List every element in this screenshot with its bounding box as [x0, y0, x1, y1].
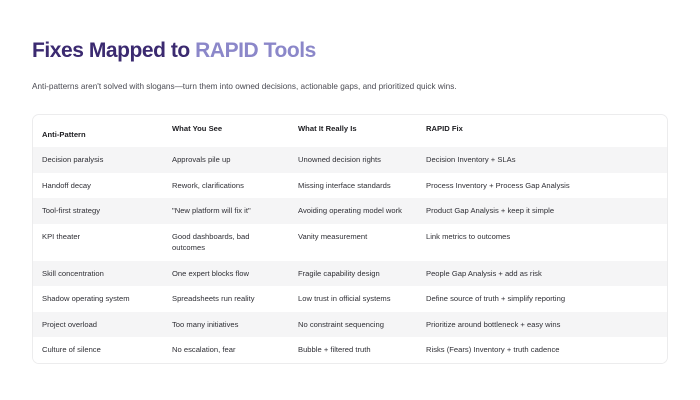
cell-anti-pattern: Skill concentration — [33, 261, 163, 287]
cell-what-you-see: Approvals pile up — [163, 147, 289, 173]
cell-what-it-really-is: No constraint sequencing — [289, 312, 417, 338]
cell-what-it-really-is: Missing interface standards — [289, 173, 417, 199]
cell-rapid-fix: Define source of truth + simplify reporting — [417, 286, 668, 312]
cell-rapid-fix: Process Inventory + Process Gap Analysis — [417, 173, 668, 199]
column-header-rapid-fix: RAPID Fix — [417, 115, 668, 147]
page-title — [32, 38, 668, 64]
table-row — [33, 261, 668, 287]
cell-anti-pattern: Shadow operating system — [33, 286, 163, 312]
cell-what-it-really-is: Fragile capability design — [289, 261, 417, 287]
mapping-table — [33, 115, 668, 363]
cell-rapid-fix: Decision Inventory + SLAs — [417, 147, 668, 173]
cell-what-you-see: "New platform will fix it" — [163, 198, 289, 224]
cell-rapid-fix: People Gap Analysis + add as risk — [417, 261, 668, 287]
cell-anti-pattern: KPI theater — [33, 224, 163, 261]
table-body — [33, 147, 668, 363]
cell-what-you-see: No escalation, fear — [163, 337, 289, 363]
mapping-table-card — [32, 114, 668, 364]
cell-what-you-see: Too many initiatives — [163, 312, 289, 338]
cell-what-you-see: Good dashboards, bad outcomes — [163, 224, 289, 261]
column-header-what-it-really-is: What It Really Is — [289, 115, 417, 147]
cell-what-it-really-is: Avoiding operating model work — [289, 198, 417, 224]
table-row — [33, 198, 668, 224]
column-header-anti-pattern: Anti-Pattern — [33, 115, 163, 147]
cell-what-you-see: One expert blocks flow — [163, 261, 289, 287]
table-row — [33, 337, 668, 363]
cell-rapid-fix: Link metrics to outcomes — [417, 224, 668, 261]
table-row — [33, 147, 668, 173]
table-row — [33, 286, 668, 312]
cell-rapid-fix: Risks (Fears) Inventory + truth cadence — [417, 337, 668, 363]
cell-anti-pattern: Tool-first strategy — [33, 198, 163, 224]
cell-anti-pattern: Culture of silence — [33, 337, 163, 363]
table-row — [33, 312, 668, 338]
page-title-main: Fixes Mapped to — [32, 39, 196, 62]
cell-what-it-really-is: Low trust in official systems — [289, 286, 417, 312]
heading-block — [32, 38, 668, 64]
table-header-row — [33, 115, 668, 147]
cell-what-it-really-is: Unowned decision rights — [289, 147, 417, 173]
cell-what-you-see: Rework, clarifications — [163, 173, 289, 199]
page-title-accent: RAPID Tools — [195, 39, 316, 62]
cell-anti-pattern: Project overload — [33, 312, 163, 338]
cell-what-it-really-is: Bubble + filtered truth — [289, 337, 417, 363]
table-row — [33, 224, 668, 261]
table-row — [33, 173, 668, 199]
cell-what-it-really-is: Vanity measurement — [289, 224, 417, 261]
cell-anti-pattern: Decision paralysis — [33, 147, 163, 173]
page-subtitle: Anti-patterns aren't solved with slogans—turn them into owned decisions, actionable gaps, and prioritized quick wins. — [32, 82, 457, 91]
column-header-what-you-see: What You See — [163, 115, 289, 147]
table-header — [33, 115, 668, 147]
cell-rapid-fix: Prioritize around bottleneck + easy wins — [417, 312, 668, 338]
cell-anti-pattern: Handoff decay — [33, 173, 163, 199]
cell-rapid-fix: Product Gap Analysis + keep it simple — [417, 198, 668, 224]
cell-what-you-see: Spreadsheets run reality — [163, 286, 289, 312]
